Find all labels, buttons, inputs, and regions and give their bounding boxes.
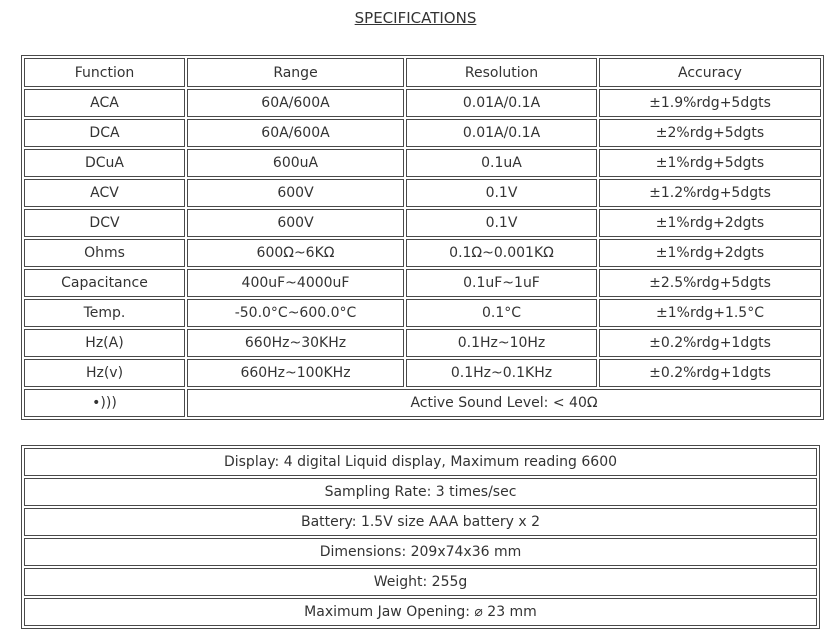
cell-range: 60A/600A: [187, 89, 404, 117]
table-row: [24, 478, 817, 506]
cell-range: 600Ω~6KΩ: [187, 239, 404, 267]
cell-resolution: 0.01A/0.1A: [406, 89, 597, 117]
cell-accuracy: ±0.2%rdg+1dgts: [599, 329, 821, 357]
battery-spec: Battery: 1.5V size AAA battery x 2: [24, 508, 817, 536]
header-function: Function: [24, 58, 185, 87]
cell-resolution: 0.1°C: [406, 299, 597, 327]
cell-accuracy: ±1.9%rdg+5dgts: [599, 89, 821, 117]
table-row: [24, 359, 821, 387]
table-row: [24, 448, 817, 476]
cell-resolution: 0.1Ω~0.001KΩ: [406, 239, 597, 267]
cell-range: 660Hz~30KHz: [187, 329, 404, 357]
jaw-opening-spec: Maximum Jaw Opening: ⌀ 23 mm: [24, 598, 817, 626]
cell-resolution: 0.1Hz~0.1KHz: [406, 359, 597, 387]
cell-resolution: 0.1uF~1uF: [406, 269, 597, 297]
table-row: [24, 598, 817, 626]
table-row: [24, 89, 821, 117]
table-row: [24, 149, 821, 177]
cell-accuracy: ±1%rdg+2dgts: [599, 209, 821, 237]
cell-accuracy: ±0.2%rdg+1dgts: [599, 359, 821, 387]
table-header-row: [24, 58, 821, 87]
cell-function: Temp.: [24, 299, 185, 327]
weight-spec: Weight: 255g: [24, 568, 817, 596]
sampling-rate-spec: Sampling Rate: 3 times/sec: [24, 478, 817, 506]
cell-accuracy: ±1.2%rdg+5dgts: [599, 179, 821, 207]
cell-accuracy: ±1%rdg+2dgts: [599, 239, 821, 267]
cell-function: ACA: [24, 89, 185, 117]
table-row: [24, 239, 821, 267]
cell-accuracy: ±1%rdg+5dgts: [599, 149, 821, 177]
cell-resolution: 0.1V: [406, 209, 597, 237]
cell-resolution: 0.1V: [406, 179, 597, 207]
continuity-symbol: •))): [24, 389, 185, 417]
table-row: [24, 209, 821, 237]
cell-function: Capacitance: [24, 269, 185, 297]
cell-function: Hz(v): [24, 359, 185, 387]
cell-function: DCV: [24, 209, 185, 237]
table-row: [24, 119, 821, 147]
cell-function: Hz(A): [24, 329, 185, 357]
table-row: [24, 538, 817, 566]
page-title: SPECIFICATIONS: [354, 9, 477, 27]
header-accuracy: Accuracy: [599, 58, 821, 87]
cell-range: 600uA: [187, 149, 404, 177]
cell-accuracy: ±2.5%rdg+5dgts: [599, 269, 821, 297]
display-spec: Display: 4 digital Liquid display, Maximum reading 6600: [24, 448, 817, 476]
cell-range: 600V: [187, 209, 404, 237]
cell-range: 60A/600A: [187, 119, 404, 147]
cell-resolution: 0.1uA: [406, 149, 597, 177]
cell-range: 600V: [187, 179, 404, 207]
cell-resolution: 0.1Hz~10Hz: [406, 329, 597, 357]
table-row: [24, 269, 821, 297]
table-row: [24, 568, 817, 596]
table-row: [24, 329, 821, 357]
header-range: Range: [187, 58, 404, 87]
cell-range: 400uF~4000uF: [187, 269, 404, 297]
table-row: [24, 508, 817, 536]
specifications-table: [21, 55, 824, 420]
cell-function: Ohms: [24, 239, 185, 267]
cell-range: -50.0°C~600.0°C: [187, 299, 404, 327]
cell-function: DCA: [24, 119, 185, 147]
table-row: [24, 299, 821, 327]
continuity-text: Active Sound Level: < 40Ω: [187, 389, 821, 417]
cell-resolution: 0.01A/0.1A: [406, 119, 597, 147]
continuity-row: [24, 389, 821, 417]
cell-accuracy: ±2%rdg+5dgts: [599, 119, 821, 147]
general-specifications-table: [21, 445, 820, 629]
dimensions-spec: Dimensions: 209x74x36 mm: [24, 538, 817, 566]
cell-accuracy: ±1%rdg+1.5°C: [599, 299, 821, 327]
header-resolution: Resolution: [406, 58, 597, 87]
table-row: [24, 179, 821, 207]
cell-function: DCuA: [24, 149, 185, 177]
cell-function: ACV: [24, 179, 185, 207]
cell-range: 660Hz~100KHz: [187, 359, 404, 387]
